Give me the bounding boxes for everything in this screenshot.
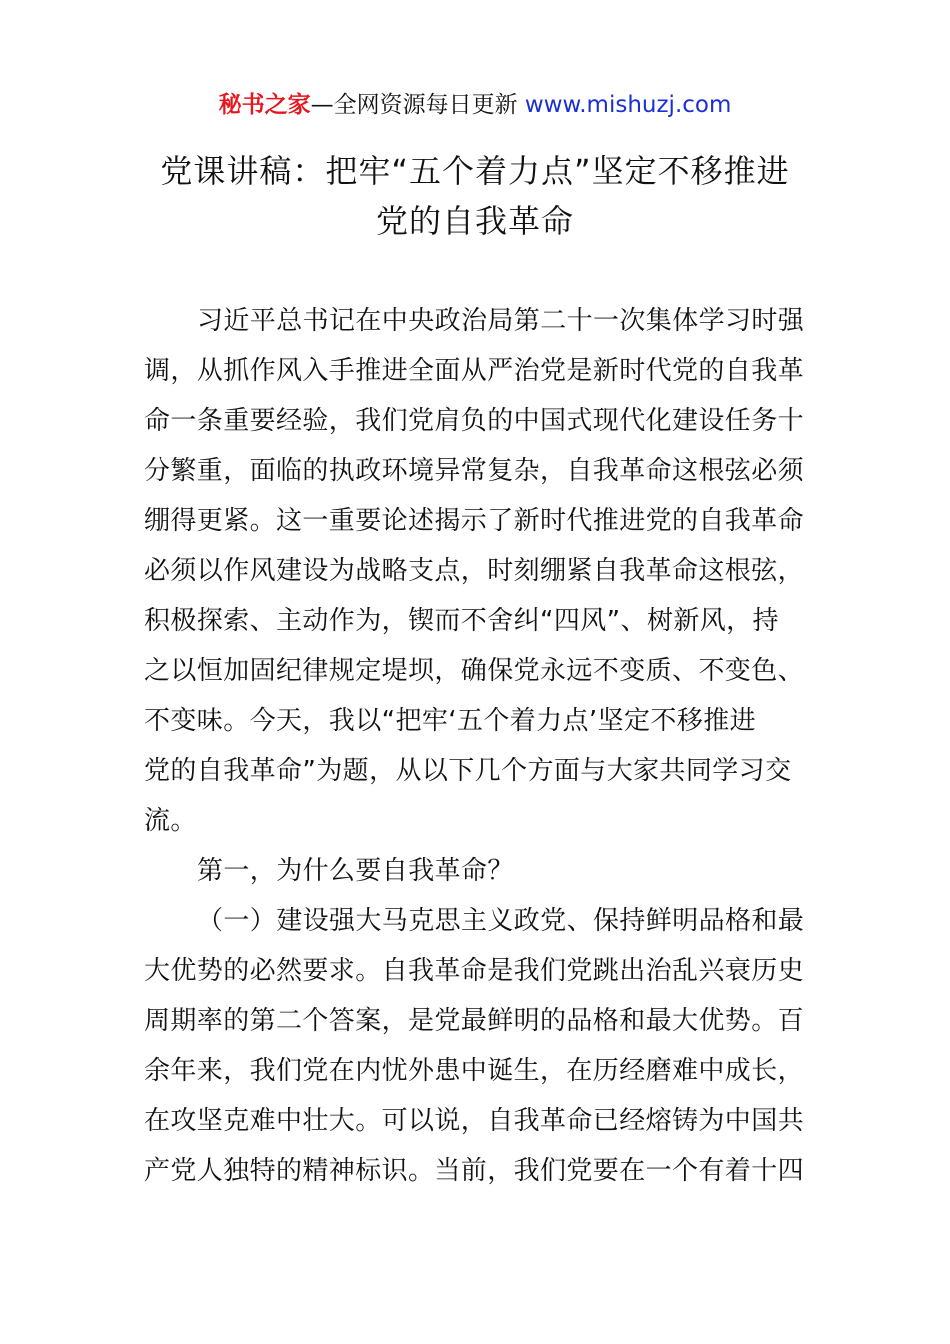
text-line: 之以恒加固纪律规定堤坝，确保党永远不变质、不变色、 (144, 656, 805, 686)
site-url-link[interactable]: www.mishuzj.com (524, 92, 732, 118)
text-line: 流。 (144, 806, 197, 836)
text-line: 余年来，我们党在内忧外患中诞生，在历经磨难中成长， (144, 1056, 805, 1086)
text-line: 周期率的第二个答案，是党最鲜明的品格和最大优势。百 (144, 1006, 805, 1036)
text-line: 命一条重要经验，我们党肩负的中国式现代化建设任务十 (144, 406, 805, 436)
paragraph-section-1 (144, 896, 808, 1196)
text-line: 积极探索、主动作为，锲而不舍纠“四风”、树新风，持 (144, 606, 779, 636)
document-body (144, 296, 808, 1196)
text-line: 在攻坚克难中壮大。可以说，自我革命已经熔铸为中国共 (144, 1106, 805, 1136)
text-line: （一）建设强大马克思主义政党、保持鲜明品格和最 (197, 906, 805, 936)
title-line-1: 党课讲稿：把牢“五个着力点”坚定不移推进 (160, 152, 790, 190)
text-line: 不变味。今天，我以“把牢‘五个着力点’坚定不移推进 (144, 706, 756, 736)
section-heading: 第一，为什么要自我革命？ (197, 856, 514, 886)
text-line: 大优势的必然要求。自我革命是我们党跳出治乱兴衰历史 (144, 956, 805, 986)
text-line: 必须以作风建设为战略支点，时刻绷紧自我革命这根弦， (144, 556, 805, 586)
text-line: 产党人独特的精神标识。当前，我们党要在一个有着十四 (144, 1156, 805, 1186)
brand-name: 秘书之家 (218, 92, 311, 118)
title-line-2: 党的自我革命 (375, 202, 574, 240)
header-tagline: —全网资源每日更新 (310, 92, 525, 118)
text-line: 调，从抓作风入手推进全面从严治党是新时代党的自我革 (144, 356, 805, 386)
text-line: 习近平总书记在中央政治局第二十一次集体学习时强 (197, 306, 805, 336)
text-line: 分繁重，面临的执政环境异常复杂，自我革命这根弦必须 (144, 456, 805, 486)
text-line: 绷得更紧。这一重要论述揭示了新时代推进党的自我革命 (144, 506, 805, 536)
document-title (100, 146, 850, 246)
text-line: 党的自我革命”为题，从以下几个方面与大家共同学习交 (144, 756, 792, 786)
paragraph-intro (144, 296, 808, 846)
site-header (0, 88, 950, 122)
